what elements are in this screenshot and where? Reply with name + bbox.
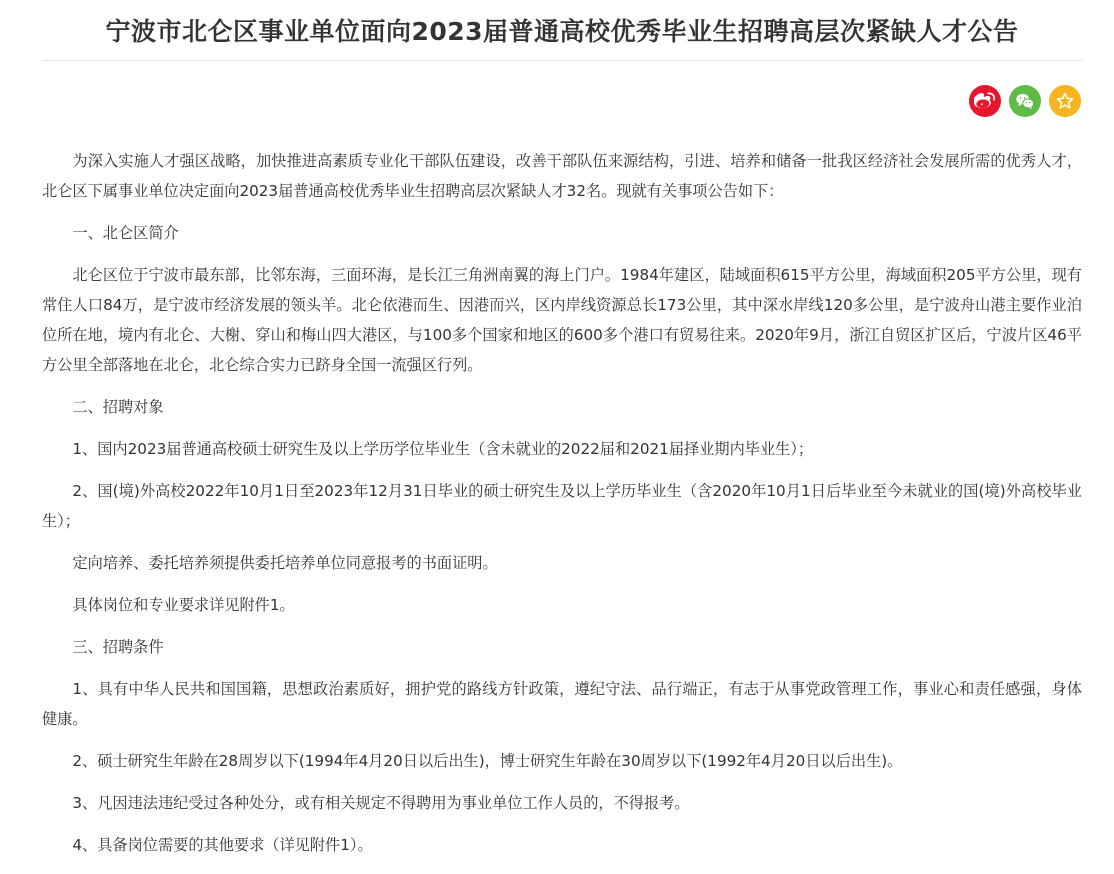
district-intro-paragraph: 北仑区位于宁波市最东部，比邻东海，三面环海，是长江三角洲南翼的海上门户。1984年建区，陆域面积615平方公里，海域面积205平方公里，现有常住人口84万，是宁波市经济发展的领头羊。北仑依港而生、因港而兴，区内岸线资源总长173公里，其中深水岸线120多公里，是宁波舟山港主要作业泊位所在地，境内有北仑、大榭、穿山和梅山四大港区，与100多个国家和地区的600多个港口有贸易往来。2020年9月，浙江自贸区扩区后，宁波片区46平方公里全部落地在北仑，北仑综合实力已跻身全国一流强区行列。 <box>42 266 1082 374</box>
intro-paragraph: 为深入实施人才强区战略，加快推进高素质专业化干部队伍建设，改善干部队伍来源结构，引进、培养和储备一批我区经济社会发展所需的优秀人才，北仑区下属事业单位决定面向2023届普通高校优秀毕业生招聘高层次紧缺人才32名。现就有关事项公告如下： <box>42 152 1082 200</box>
page-title: 宁波市北仑区事业单位面向2023届普通高校优秀毕业生招聘高层次紧缺人才公告 <box>105 17 1019 46</box>
favorite-button[interactable] <box>1049 85 1081 117</box>
weibo-icon <box>974 90 996 112</box>
section-heading: 二、招聘对象 <box>72 398 164 416</box>
body-paragraph: 4、具备岗位需要的其他要求（详见附件1）。 <box>72 836 373 854</box>
body-paragraph: 1、国内2023届普通高校硕士研究生及以上学历学位毕业生（含未就业的2022届和2021届择业期内毕业生）； <box>72 440 814 458</box>
body-paragraph: 1、具有中华人民共和国国籍，思想政治素质好，拥护党的路线方针政策，遵纪守法、品行端正，有志于从事党政管理工作，事业心和责任感强，身体健康。 <box>42 680 1082 728</box>
share-weibo-button[interactable] <box>969 85 1001 117</box>
body-paragraph: 具体岗位和专业要求详见附件1。 <box>72 596 295 614</box>
body-paragraph: 定向培养、委托培养须提供委托培养单位同意报考的书面证明。 <box>72 554 498 572</box>
wechat-icon <box>1014 90 1036 112</box>
share-wechat-button[interactable] <box>1009 85 1041 117</box>
star-icon <box>1055 91 1075 111</box>
body-paragraph: 3、凡因违法违纪受过各种处分，或有相关规定不得聘用为事业单位工作人员的，不得报考。 <box>72 794 690 812</box>
body-paragraph: 2、硕士研究生年龄在28周岁以下(1994年4月20日以后出生)，博士研究生年龄在30周岁以下(1992年4月20日以后出生)。 <box>72 752 903 770</box>
share-icons <box>969 85 1081 117</box>
article-body <box>42 146 1082 860</box>
section-heading: 一、北仑区简介 <box>72 224 179 242</box>
section-heading: 三、招聘条件 <box>72 638 164 656</box>
article-container <box>42 0 1082 872</box>
share-bar <box>42 61 1082 119</box>
body-paragraph: 2、国(境)外高校2022年10月1日至2023年12月31日毕业的硕士研究生及以上学历毕业生（含2020年10月1日后毕业至今未就业的国(境)外高校毕业生）； <box>42 482 1082 530</box>
